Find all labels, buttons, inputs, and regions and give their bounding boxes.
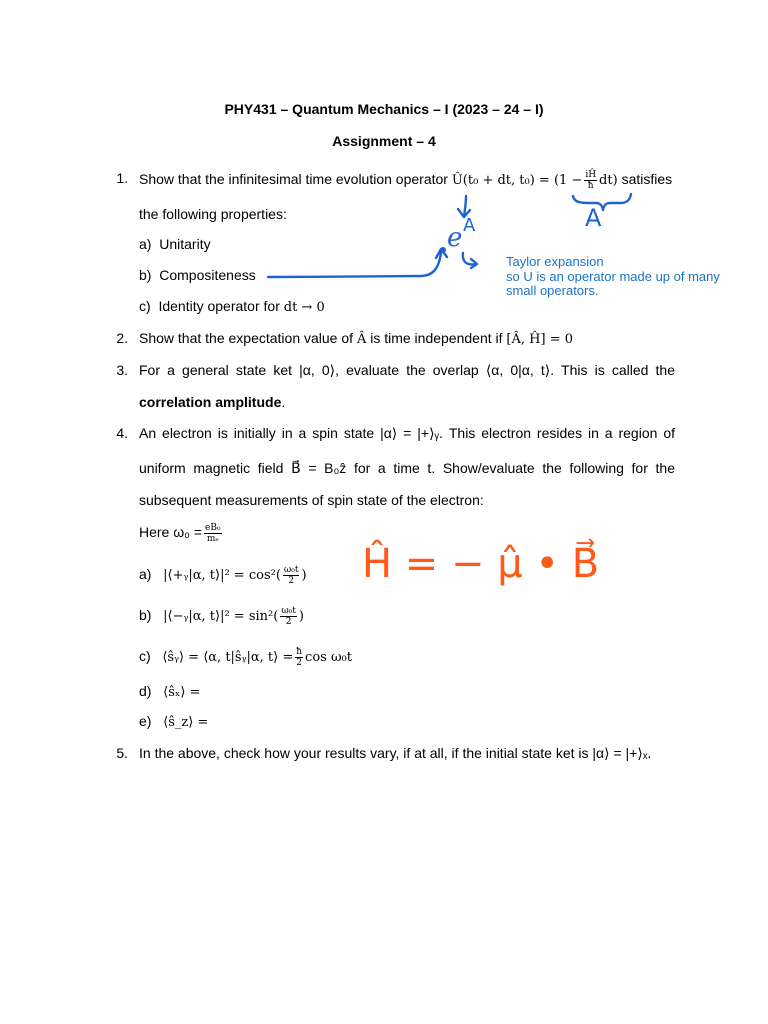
taylor-note: Taylor expansion so U is an operator made up of many small operators.	[506, 254, 720, 298]
hand-hamiltonian-formula: Ĥ = − μ̂ • B⃗	[362, 541, 600, 587]
ink-dot	[441, 248, 445, 252]
compositeness-link-head	[436, 249, 447, 258]
hand-e: e	[447, 223, 463, 253]
q1-item-b: b) Compositeness	[139, 267, 256, 283]
q1-operator: Û(t₀ + dt, t₀) = (1 − $\frac{iĤ}{ħ}$ dt)	[451, 170, 618, 191]
course-title: PHY431 – Quantum Mechanics – I (2023 – 24 – I)	[224, 101, 544, 117]
q4-line3: subsequent measurements of spin state of the electron:	[139, 492, 484, 508]
q1-line1	[139, 170, 672, 191]
q3-number: 3.	[116, 362, 128, 378]
q3-line1: For a general state ket |α, 0⟩, evaluate the overlap ⟨α, 0|α, t⟩. This is called the	[139, 362, 675, 378]
hand-exponent-A: A	[463, 215, 476, 236]
assignment-title: Assignment – 4	[332, 133, 436, 149]
arrow-down-head	[458, 209, 470, 217]
q4-item-c: c) ⟨ŝᵧ⟩ = ⟨α, t|ŝᵧ|α, t⟩ = $\frac{ħ}{2}$ cos ω₀t	[139, 647, 352, 668]
q1-text-before: Show that the infinitesimal time evolution operator	[139, 171, 448, 187]
q1-fraction: $\frac{iĤ}{ħ}$	[585, 170, 597, 191]
arrow-down-stem	[464, 196, 466, 216]
q1-number: 1.	[116, 170, 128, 186]
hook-arrow-head	[471, 259, 477, 268]
q2-text: Show that the expectation value of Â is time independent if [Â, Ĥ] = 0	[139, 330, 573, 347]
omega-fraction: $\frac{\text{eB₀}}{\text{mₑ}}$	[205, 523, 221, 544]
q4-item-d: d) ⟨ŝₓ⟩ =	[139, 683, 201, 700]
q4-item-b: b) |⟨−ᵧ|α, t⟩|² = sin²( $\frac{\text{ω₀t}}{2}$ )	[139, 606, 304, 627]
q2-number: 2.	[116, 330, 128, 346]
hook-arrow	[463, 253, 476, 264]
q3-bold-term: correlation amplitude	[139, 394, 282, 410]
q1-line2: the following properties:	[139, 206, 287, 222]
q5-text: In the above, check how your results vary, if at all, if the initial state ket is |α⟩ = |+⟩ₓ.	[139, 745, 652, 761]
q4-item-a: a) |⟨+ᵧ|α, t⟩|² = cos²( $\frac{\text{ω₀t}}{2}$ )	[139, 565, 307, 586]
hand-A-under-brace: A	[585, 204, 602, 232]
q4-line1: An electron is initially in a spin state |α⟩ = |+⟩ᵧ. This electron resides in a region of	[139, 425, 675, 441]
q4-here: Here ω₀ = $\frac{\text{eB₀}}{\text{mₑ}}$	[139, 523, 221, 544]
q5-number: 5.	[116, 745, 128, 761]
q4-item-e: e) ⟨ŝ_z⟩ =	[139, 713, 209, 730]
q4-number: 4.	[116, 425, 128, 441]
q1-text-after: satisfies	[621, 171, 673, 187]
q3-line2: correlation amplitude.	[139, 394, 286, 410]
q1-item-c: c) Identity operator for dt → 0	[139, 298, 325, 315]
q4-line2: uniform magnetic field B⃗ = B₀ẑ for a time t. Show/evaluate the following for the	[139, 460, 675, 476]
q1-item-a: a) Unitarity	[139, 236, 211, 252]
underbrace-mark	[573, 194, 631, 210]
compositeness-link	[268, 252, 441, 277]
